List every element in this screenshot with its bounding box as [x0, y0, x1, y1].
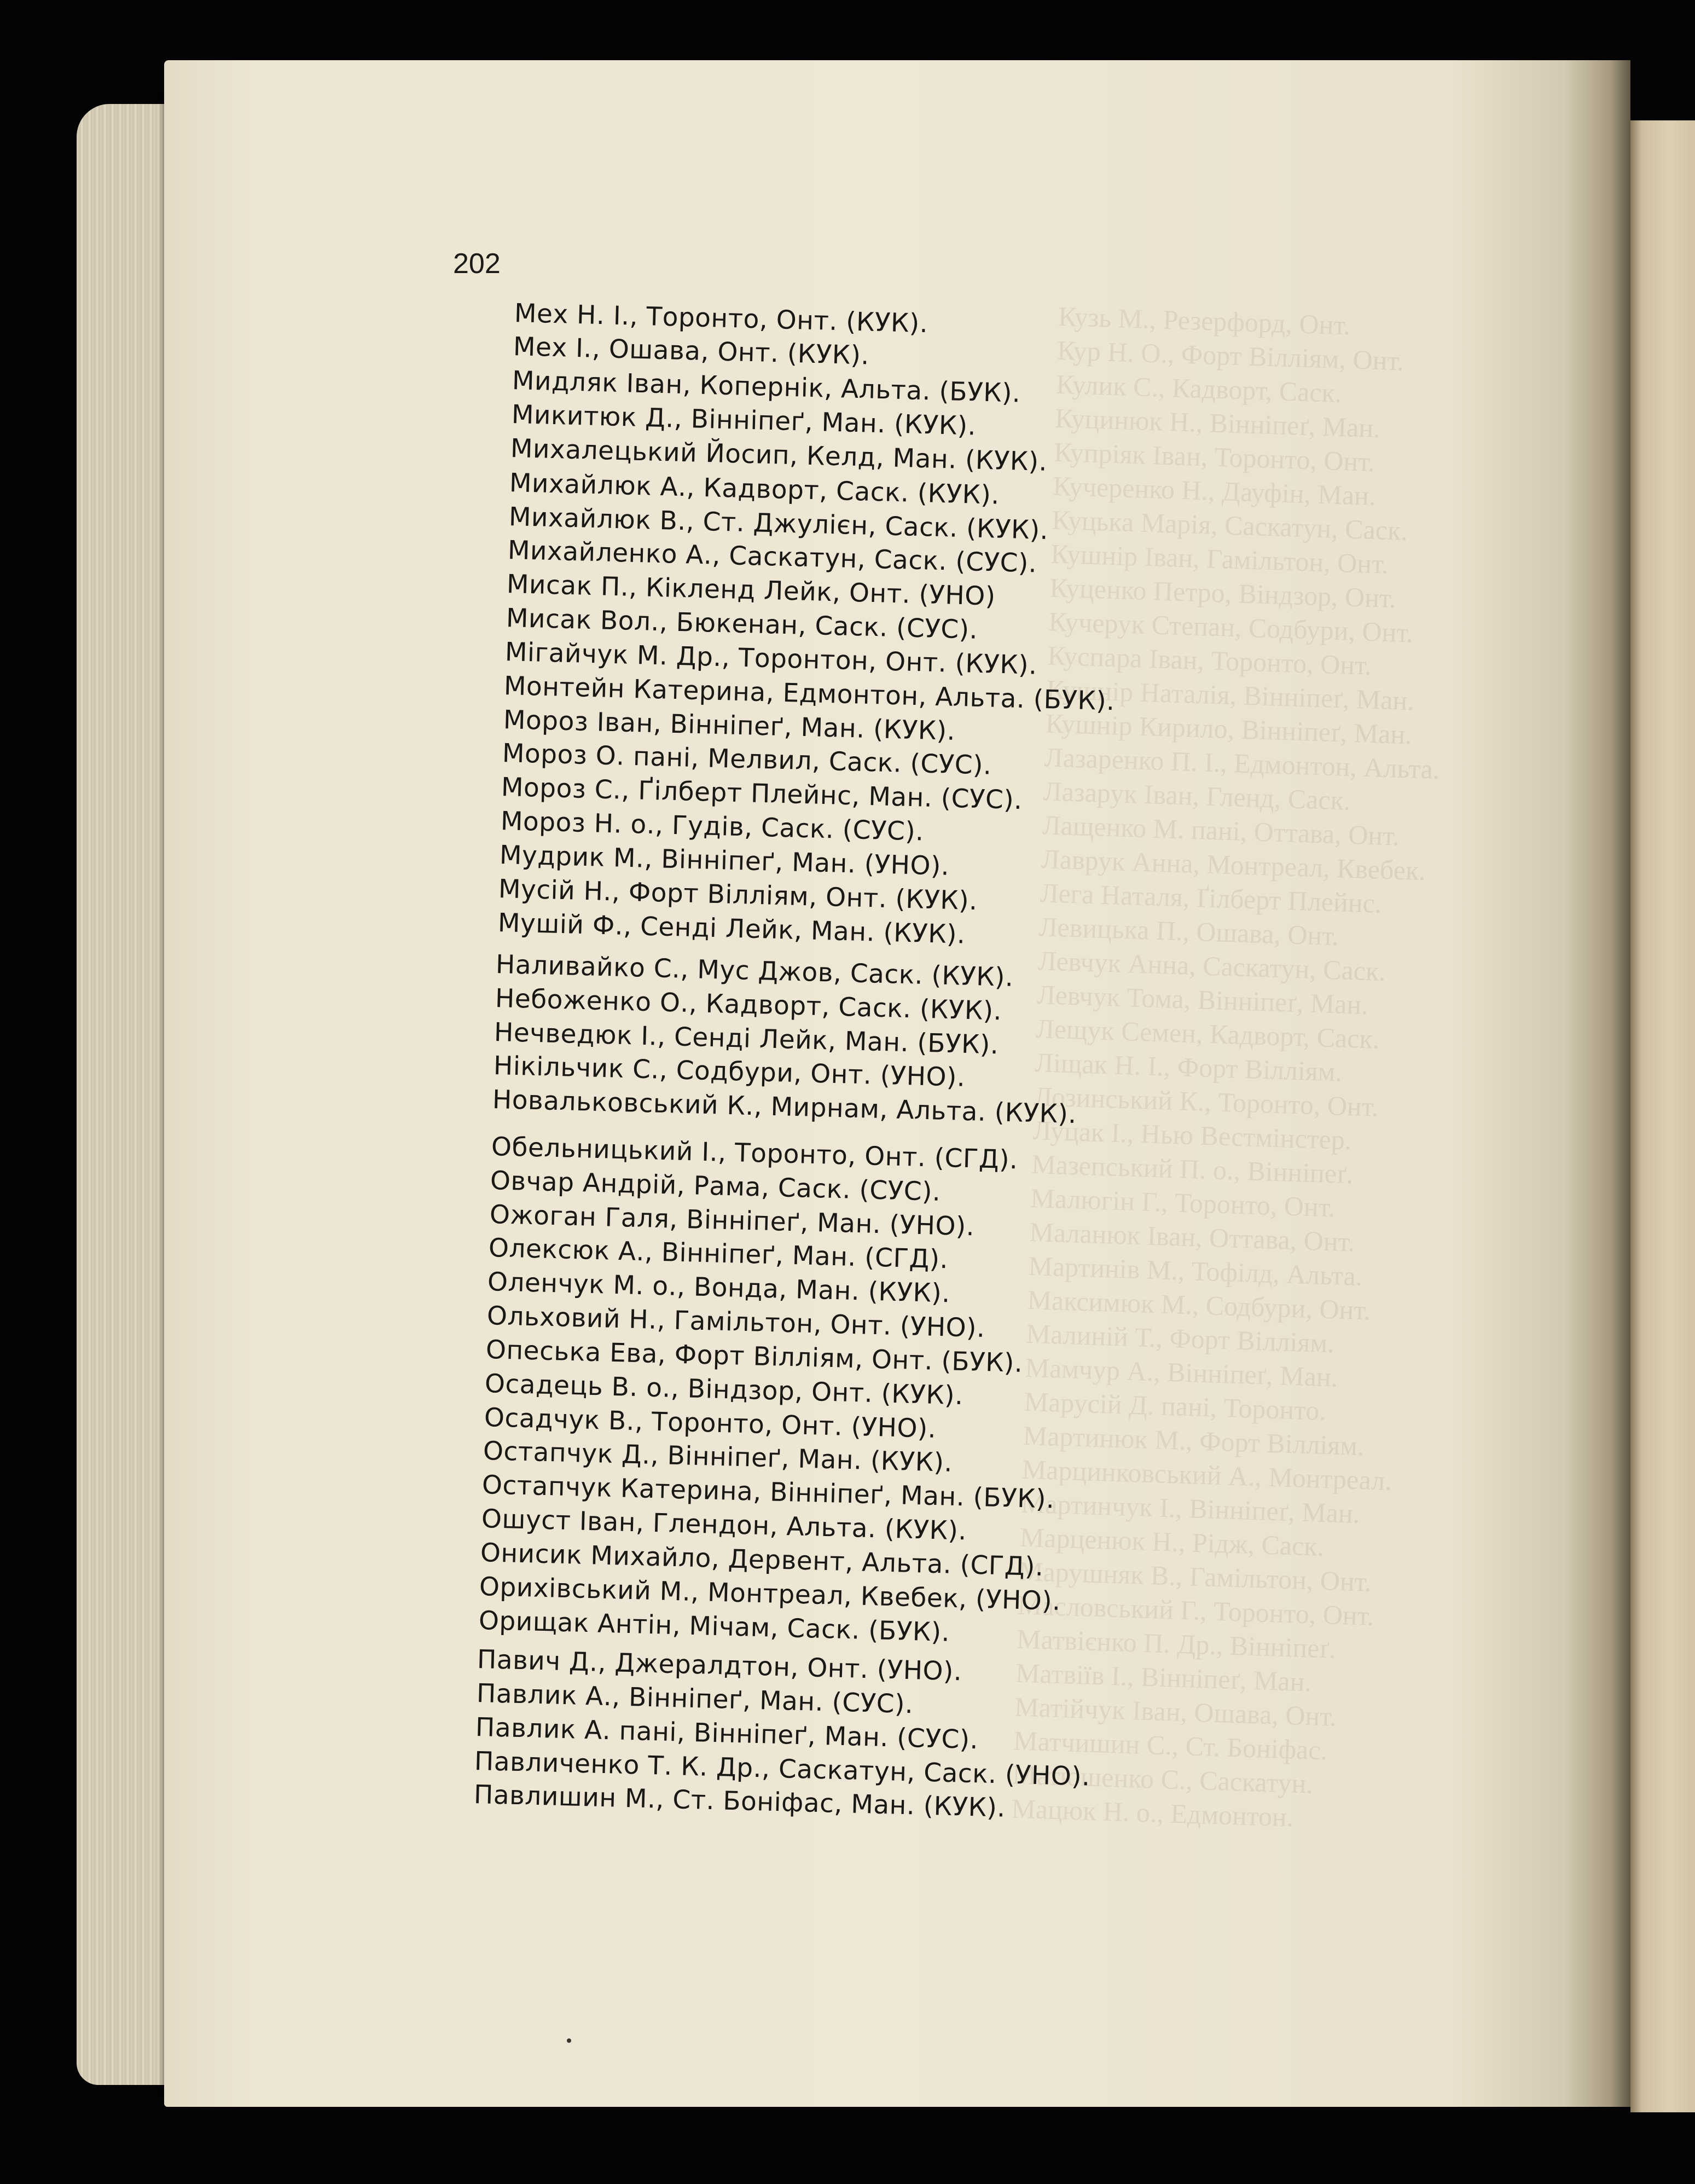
directory-entry: Михайлюк А., Кадворт, Саск. (КУК). [509, 468, 1000, 511]
directory-entry: Нікільчик С., Содбури, Онт. (УНО). [493, 1051, 966, 1093]
directory-entry: Мидляк Іван, Копернік, Альта. (БУК). [512, 366, 1021, 409]
directory-entry: Орихівський М., Монтреал, Квебек, (УНО). [479, 1572, 1061, 1617]
directory-entry: Ожоган Галя, Вінніпеґ, Ман. (УНО). [489, 1200, 975, 1242]
directory-entry: Мороз Іван, Вінніпеґ, Ман. (КУК). [503, 705, 956, 746]
directory-entry: Ольховий Н., Гамільтон, Онт. (УНО). [486, 1301, 986, 1344]
directory-entry: Михалецький Йосип, Келд, Ман. (КУК). [510, 433, 1048, 477]
directory-entry: Мушій Ф., Сенді Лейк, Ман. (КУК). [497, 908, 966, 950]
directory-entry: Мусій Н., Форт Вілліям, Онт. (КУК). [498, 874, 978, 917]
directory-entry: Павлик А. пані, Вінніпеґ, Ман. (СУС). [475, 1712, 979, 1756]
bleed-through-text: Кузь М., Резерфорд, Онт. Кур Н. О., Форт Вілліям, Онт. Кулик С., Кадворт, Саск. Куцинюк Н., Вінніпеґ, Ман. Купріяк Іван, Торонто, Онт. Кучеренко Н., Дауфін, Ман. Куцька Марія, Саскатун, Саск. Кушнір Іван, Гамільтон, Онт. Куценко Петро, Віндзор, Онт. Кучерук Степан, Содбури, Онт. Куспара Іван, Торонто, Онт. Кушнір Наталія, Вінніпеґ, Ман. Кушнір Кирило, Вінніпеґ, Ман. Лазаренко П. І., Едмонтон, Альта. Лазарук Іван, Гленд, Саск. Лащенко М. пані, Оттава, Онт. Лаврук Анна, Монтреал, Квебек. Лега Наталя, Ґілберт Плейнс. Левицька П., Ошава, Онт. Левчук Анна, Саскатун, Саск. Левчук Тома, Вінніпеґ, Ман. Лещук Семен, Кадворт, Саск. Ліщак Н. І., Форт Вілліям. Лозинський К., Торонто, Онт. Луцак І., Нью Вестмінстер. Мазепський П. о., Вінніпеґ. Малюгін Г., Торонто, Онт. Маланюк Іван, Оттава, Онт. Мартинів М., Тофілд, Альта. Максимюк М., Содбури, Онт. Малиній Т., Форт Вілліям. Мамчур А., Вінніпеґ, Ман. Марусій Д. пані, Торонто. Мартинюк М., Форт Вілліям. Марцинковський А., Монтреал. Мартинчук І., Вінніпеґ, Ман. Марценюк Н., Рідж, Саск. Марушняк В., Гамільтон, Онт. Масловський Г., Торонто, Онт. Матвієнко П. Др., Вінніпеґ. Матвіїв І., Вінніпеґ, Ман. Матійчук Іван, Ошава, Онт. Матчишин С., Ст. Боніфас. Матюшенко С., Саскатун. Мацюк Н. о., Едмонтон. [1011, 300, 1441, 1833]
directory-entry: Остапчук Катерина, Вінніпеґ, Ман. (БУК). [481, 1470, 1055, 1515]
directory-entry: Мігайчук М. Др., Торонтон, Онт. (КУК). [504, 637, 1038, 681]
directory-entry: Павличенко Т. К. Др., Саскатун, Саск. (УНО). [474, 1746, 1091, 1792]
directory-entry: Наливайко С., Мус Джов, Саск. (КУК). [495, 949, 1014, 993]
directory-entry: Оленчук М. о., Вонда, Ман. (КУК). [487, 1267, 951, 1309]
directory-entry: Мисак Вол., Бюкенан, Саск. (СУС). [506, 603, 978, 645]
directory-entry: Мех І., Ошава, Онт. (КУК). [513, 332, 870, 371]
directory-entry: Мороз Н. о., Гудів, Саск. (СУС). [500, 806, 925, 847]
directory-entry: Остапчук Д., Вінніпеґ, Ман. (КУК). [483, 1436, 953, 1478]
page-number: 202 [453, 248, 501, 280]
directory-entry: Новальковський К., Мирнам, Альта. (КУК). [492, 1085, 1077, 1130]
directory-entry: Осадець В. о., Віндзор, Онт. (КУК). [484, 1369, 964, 1411]
directory-entry: Мех Н. І., Торонто, Онт. (КУК). [514, 298, 928, 339]
directory-entry: Мудрик М., Вінніпеґ, Ман. (УНО). [499, 840, 950, 882]
directory-entry: Нечведюк І., Сенді Лейк, Ман. (БУК). [494, 1017, 999, 1061]
directory-entry: Павлик А., Вінніпеґ, Ман. (СУС). [476, 1678, 914, 1720]
directory-entry: Павлишин М., Ст. Боніфас, Ман. (КУК). [473, 1780, 1006, 1823]
directory-entry: Опеська Ева, Форт Вілліям, Онт. (БУК). [485, 1335, 1024, 1378]
directory-entry: Монтейн Катерина, Едмонтон, Альта. (БУК). [503, 671, 1116, 717]
directory-entry: Осадчук В., Торонто, Онт. (УНО). [484, 1403, 937, 1444]
directory-entry: Небоженко О., Кадворт, Саск. (КУК). [495, 983, 1002, 1027]
directory-entry: Мисак П., Кікленд Лейк, Онт. (УНО) [506, 569, 996, 612]
directory-entry: Олексюк А., Вінніпеґ, Ман. (СГД). [488, 1233, 949, 1275]
directory-entry: Михайлюк В., Ст. Джулієн, Саск. (КУК). [508, 502, 1049, 546]
directory-entry: Мороз С., Ґілберт Плейнс, Ман. (СУС). [501, 772, 1023, 816]
ink-speck [567, 2038, 571, 2043]
directory-entry: Микитюк Д., Вінніпеґ, Ман. (КУК). [511, 399, 977, 442]
directory-entry: Мороз О. пані, Мелвил, Саск. (СУС). [502, 738, 992, 781]
directory-entry: Орищак Антін, Мічам, Саск. (БУК). [478, 1606, 950, 1648]
directory-entry: Обельницький І., Торонто, Онт. (СГД). [491, 1132, 1019, 1175]
directory-entry: Михайленко А., Саскатун, Саск. (СУС). [507, 535, 1037, 579]
directory-entry: Онисик Михайло, Дервент, Альта. (СГД). [480, 1538, 1044, 1583]
directory-entry: Павич Д., Джералдтон, Онт. (УНО). [477, 1644, 963, 1687]
directory-entry: Овчар Андрій, Рама, Саск. (СУС). [490, 1166, 942, 1207]
directory-entry: Ошуст Іван, Глендон, Альта. (КУК). [481, 1504, 967, 1546]
